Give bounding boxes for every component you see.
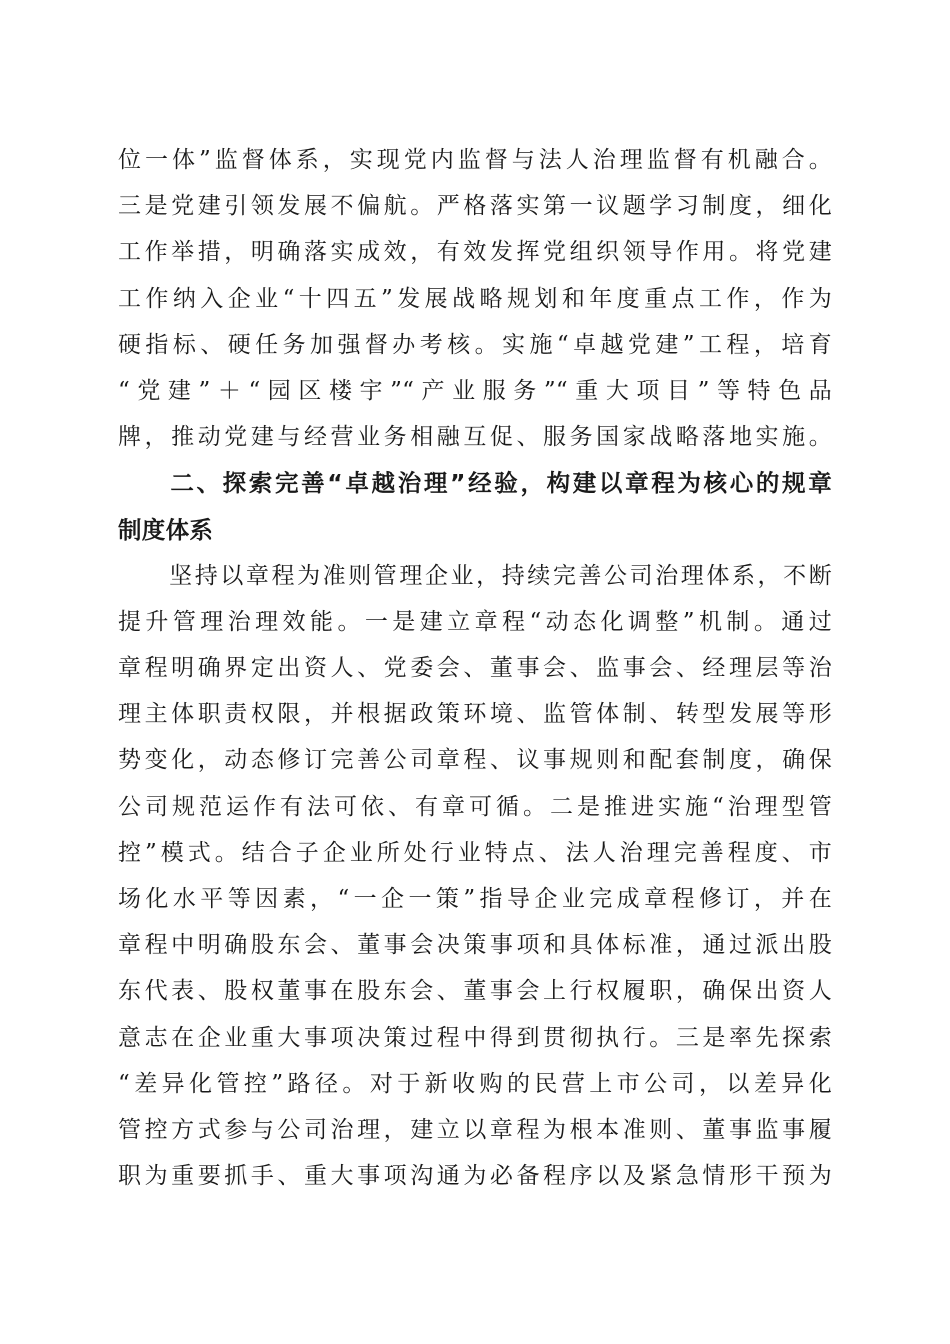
text-line: 工作举措，明确落实成效，有效发挥党组织领导作用。将党建 <box>118 239 832 266</box>
text-line: 场化水平等因素，“一企一策”指导企业完成章程修订，并在 <box>118 886 832 912</box>
text-line: 章程中明确股东会、董事会决策事项和具体标准，通过派出股 <box>118 932 832 959</box>
text-line: 理主体职责权限，并根据政策环境、监管体制、转型发展等形 <box>118 701 832 728</box>
text-line: 控”模式。结合子企业所处行业特点、法人治理完善程度、市 <box>118 839 832 866</box>
text-line: 意志在企业重大事项决策过程中得到贯彻执行。三是率先探索 <box>118 1024 832 1051</box>
text-line: 章程明确界定出资人、党委会、董事会、监事会、经理层等治 <box>118 655 832 682</box>
text-line: 位一体”监督体系，实现党内监督与法人治理监督有机融合。 <box>118 147 832 173</box>
section-heading-line: 二、探索完善“卓越治理”经验，构建以章程为核心的规章 <box>118 469 832 498</box>
text-line: 管控方式参与公司治理，建立以章程为根本准则、董事监事履 <box>118 1116 832 1143</box>
text-line: “差异化管控”路径。对于新收购的民营上市公司，以差异化 <box>118 1070 832 1097</box>
text-line: 提升管理治理效能。一是建立章程“动态化调整”机制。通过 <box>118 608 832 635</box>
text-line: 职为重要抓手、重大事项沟通为必备程序以及紧急情形干预为 <box>118 1163 832 1190</box>
text-line: 坚持以章程为准则管理企业，持续完善公司治理体系，不断 <box>118 562 832 589</box>
text-line: 三是党建引领发展不偏航。严格落实第一议题学习制度，细化 <box>118 193 832 220</box>
text-line: 牌，推动党建与经营业务相融互促、服务国家战略落地实施。 <box>118 424 832 451</box>
section-heading-line: 制度体系 <box>118 515 214 544</box>
text-line: 工作纳入企业“十四五”发展战略规划和年度重点工作，作为 <box>118 285 832 312</box>
text-line: 硬指标、硬任务加强督办考核。实施“卓越党建”工程，培育 <box>118 331 832 358</box>
document-page <box>118 137 832 1199</box>
text-line: “党建”＋“园区楼宇”“产业服务”“重大项目”等特色品 <box>118 377 832 404</box>
text-line: 东代表、股权董事在股东会、董事会上行权履职，确保出资人 <box>118 978 832 1005</box>
text-line: 公司规范运作有法可依、有章可循。二是推进实施“治理型管 <box>118 793 832 820</box>
text-line: 势变化，动态修订完善公司章程、议事规则和配套制度，确保 <box>118 747 832 774</box>
